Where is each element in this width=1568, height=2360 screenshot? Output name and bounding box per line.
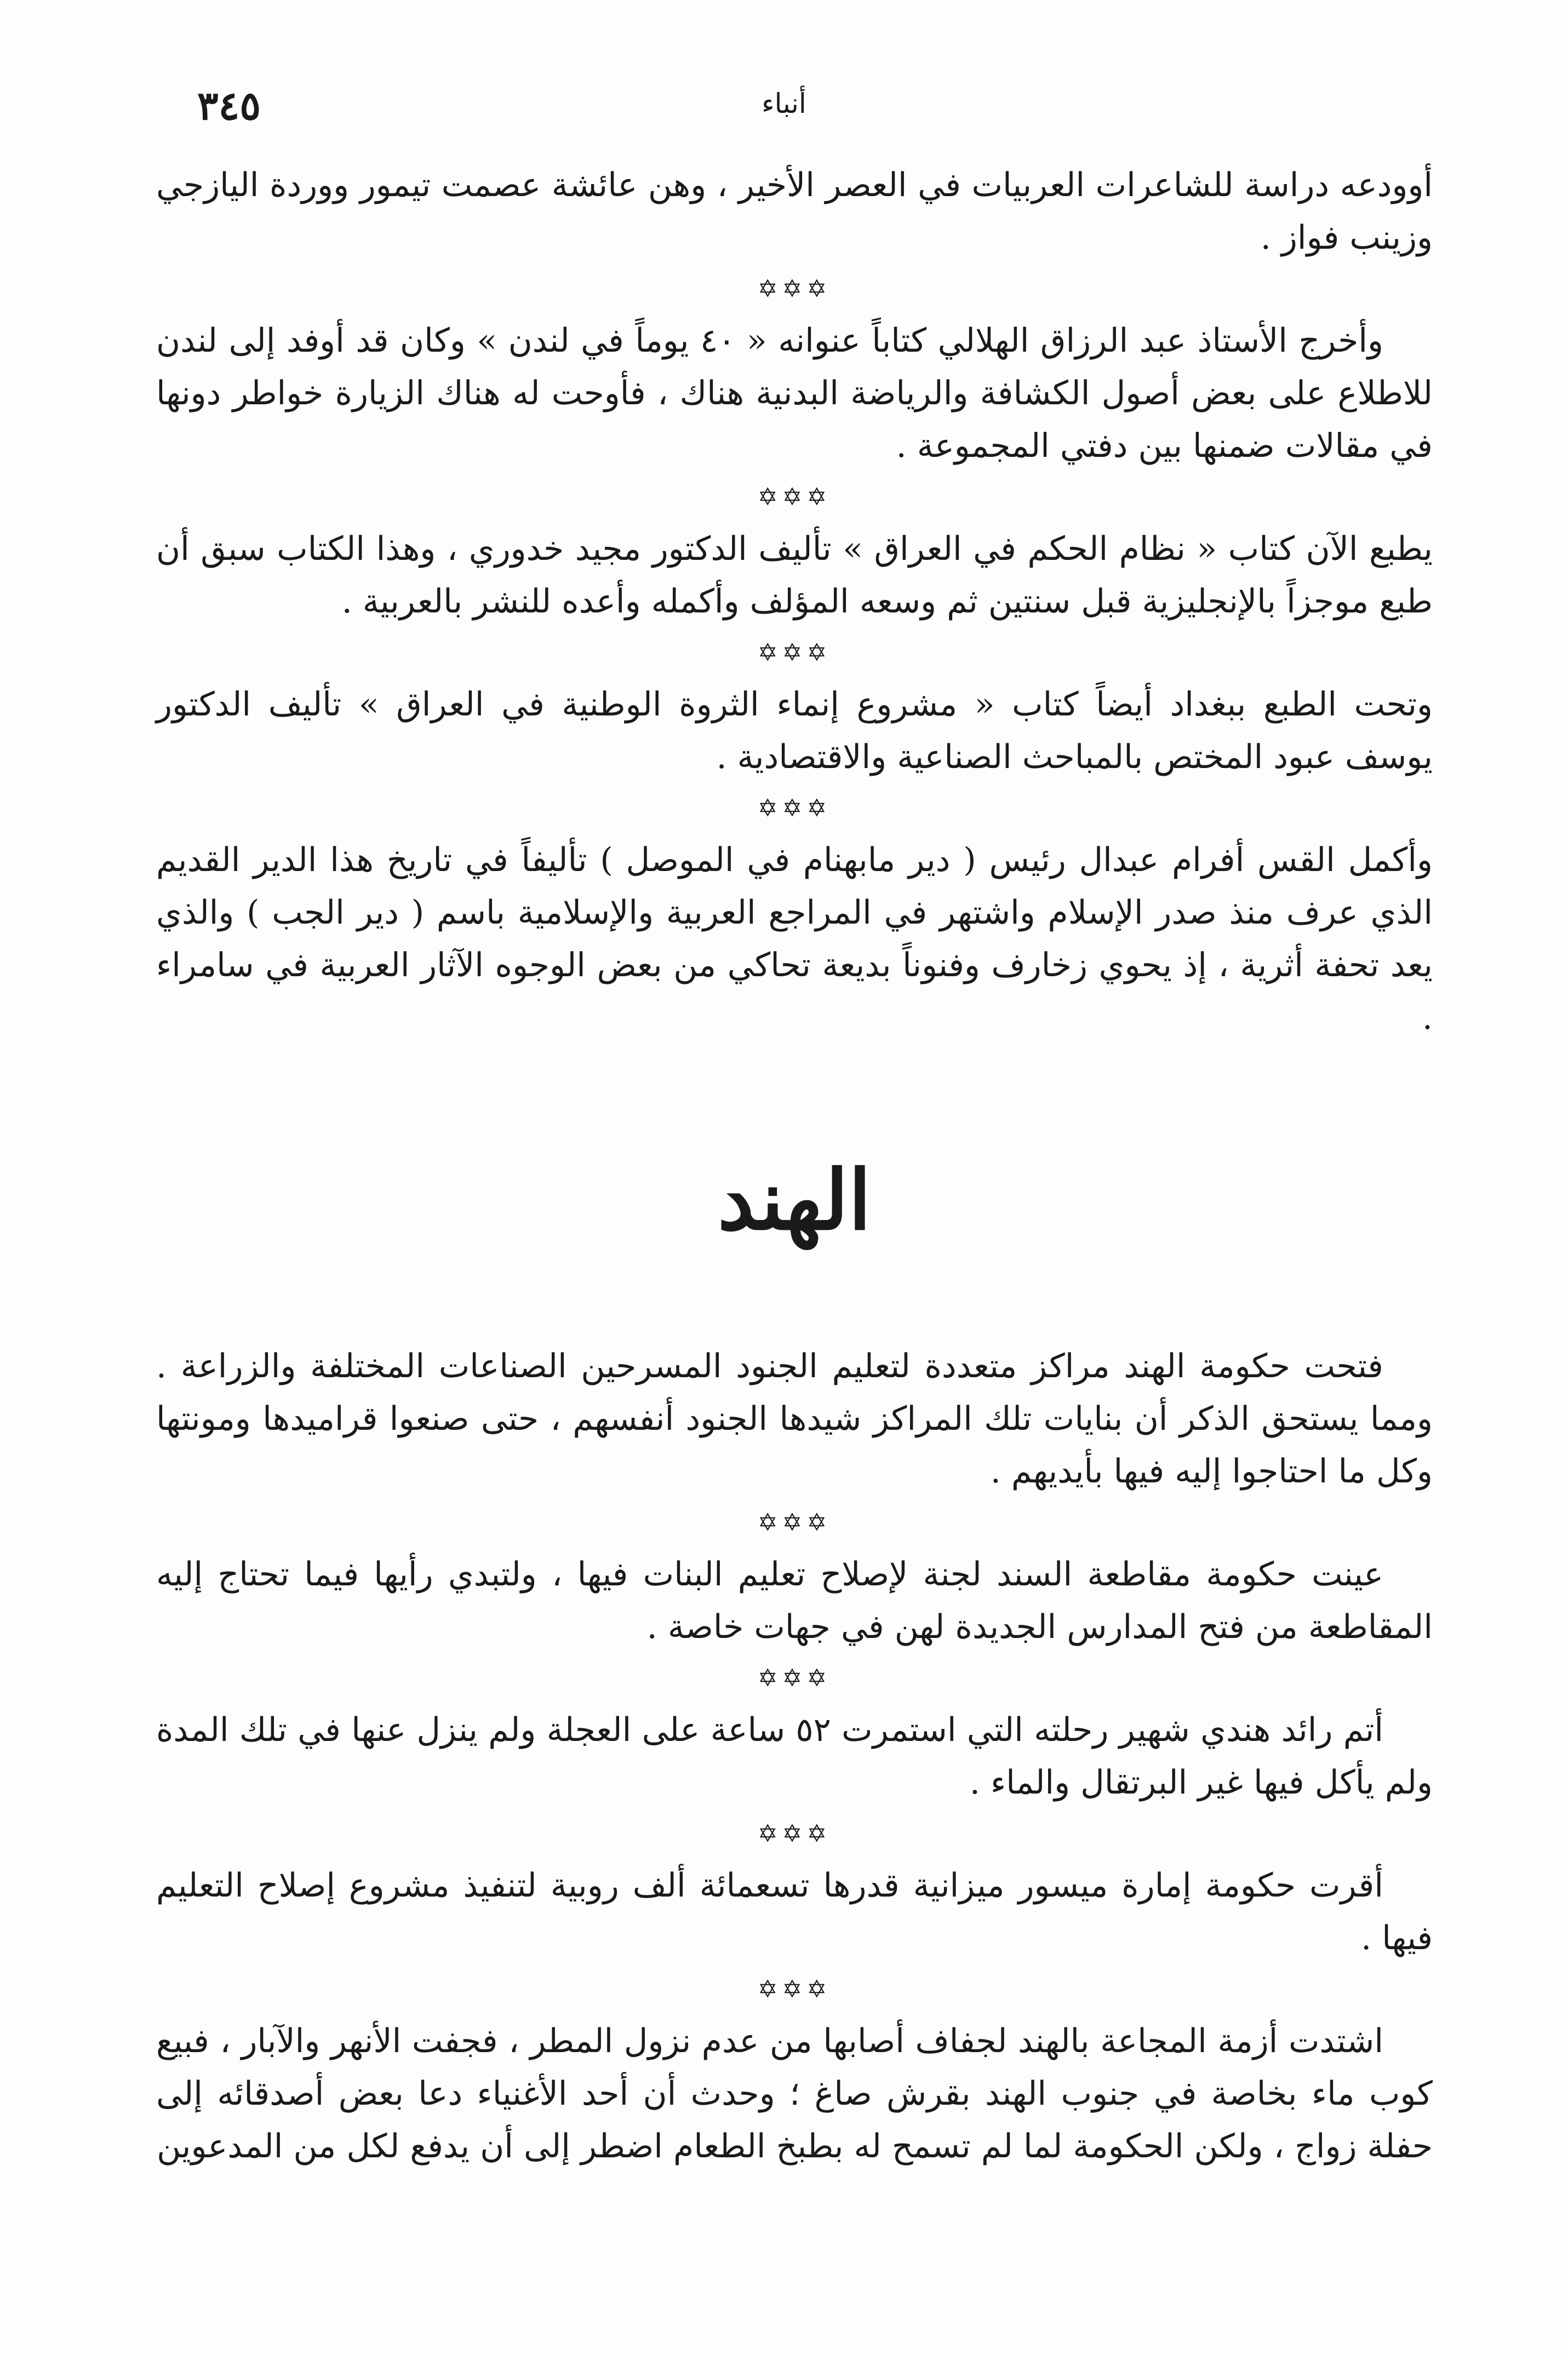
separator-ornament: ✡✡✡ [757,1509,832,1537]
news-paragraph: وتحت الطبع ببغداد أيضاً كتاب « مشروع إنماء الثروة الوطنية في العراق » تأليف الدكتور يوسف عبود المختص بالمباحث الصناعية والاقتصادية . [156,685,1433,776]
news-paragraph: عينت حكومة مقاطعة السند لجنة لإصلاح تعليم البنات فيها ، ولتبدي رأيها فيما تحتاج إليه المقاطعة من فتح المدارس الجديدة لهن في جهات خاصة . [156,1555,1433,1646]
news-paragraph: أقرت حكومة إمارة ميسور ميزانية قدرها تسعمائة ألف روبية لتنفيذ مشروع إصلاح التعليم فيها . [156,1866,1433,1957]
news-paragraph: وأخرج الأستاذ عبد الرزاق الهلالي كتاباً عنوانه « ٤٠ يوماً في لندن » وكان قد أوفد إلى لندن للاطلاع على بعض أصول الكشافة والرياضة البدنية هناك ، فأوحت له هناك الزيارة خواطر دونها في مقالات ضمنها بين دفتي المجموعة . [156,322,1433,465]
separator-ornament: ✡✡✡ [757,639,832,667]
running-title: أنباء [762,88,806,119]
news-paragraph: اشتدت أزمة المجاعة بالهند لجفاف أصابها من عدم نزول المطر ، فجفت الأنهر والآبار ، فبيع كوب ماء بخاصة في جنوب الهند بقرش صاغ ؛ وحدث أن أحد الأغنياء دعا بعض أصدقائه إلى حفلة زواج ، ولكن الحكومة لما لم تسمح له بطبخ الطعام اضطر إلى أن يدفع لكل من المدعوين [156,2022,1433,2166]
news-paragraph: فتحت حكومة الهند مراكز متعددة لتعليم الجنود المسرحين الصناعات المختلفة والزراعة . ومما يستحق الذكر أن بنايات تلك المراكز شيدها الجنود أنفسهم ، حتى صنعوا قراميدها ومونتها وكل ما احتاجوا إليه فيها بأيديهم . [156,1347,1433,1491]
separator-ornament: ✡✡✡ [757,1664,832,1692]
separator-ornament: ✡✡✡ [757,1975,832,2003]
separator-ornament: ✡✡✡ [757,1820,832,1848]
news-paragraph: أوودعه دراسة للشاعرات العربيات في العصر الأخير ، وهن عائشة عصمت تيمور ووردة اليازجي وزينب فواز . [156,166,1433,257]
page-header [153,82,1415,131]
news-paragraph: أتم رائد هندي شهير رحلته التي استمرت ٥٢ ساعة على العجلة ولم ينزل عنها في تلك المدة ولم يأكل فيها غير البرتقال والماء . [156,1711,1433,1802]
section-spacer [156,1044,1433,1154]
separator-ornament: ✡✡✡ [757,483,832,511]
page-body [156,159,1433,2173]
page-number: ٣٤٥ [197,82,261,129]
separator-ornament: ✡✡✡ [757,275,832,303]
news-paragraph: وأكمل القس أفرام عبدال رئيس ( دير مابهنام في الموصل ) تأليفاً في تاريخ هذا الدير القديم الذي عرف منذ صدر الإسلام واشتهر في المراجع العربية والإسلامية باسم ( دير الجب ) والذي يعد تحفة أثرية ، إذ يحوي زخارف وفنوناً بديعة تحاكي من بعض الوجوه الآثار العربية في سامراء . [156,841,1433,1037]
separator-ornament: ✡✡✡ [757,794,832,822]
section-title: الهند [717,1152,872,1248]
news-paragraph: يطبع الآن كتاب « نظام الحكم في العراق » تأليف الدكتور مجيد خدوري ، وهذا الكتاب سبق أن طبع موجزاً بالإنجليزية قبل سنتين ثم وسعه المؤلف وأكمله وأعده للنشر بالعربية . [156,530,1433,621]
